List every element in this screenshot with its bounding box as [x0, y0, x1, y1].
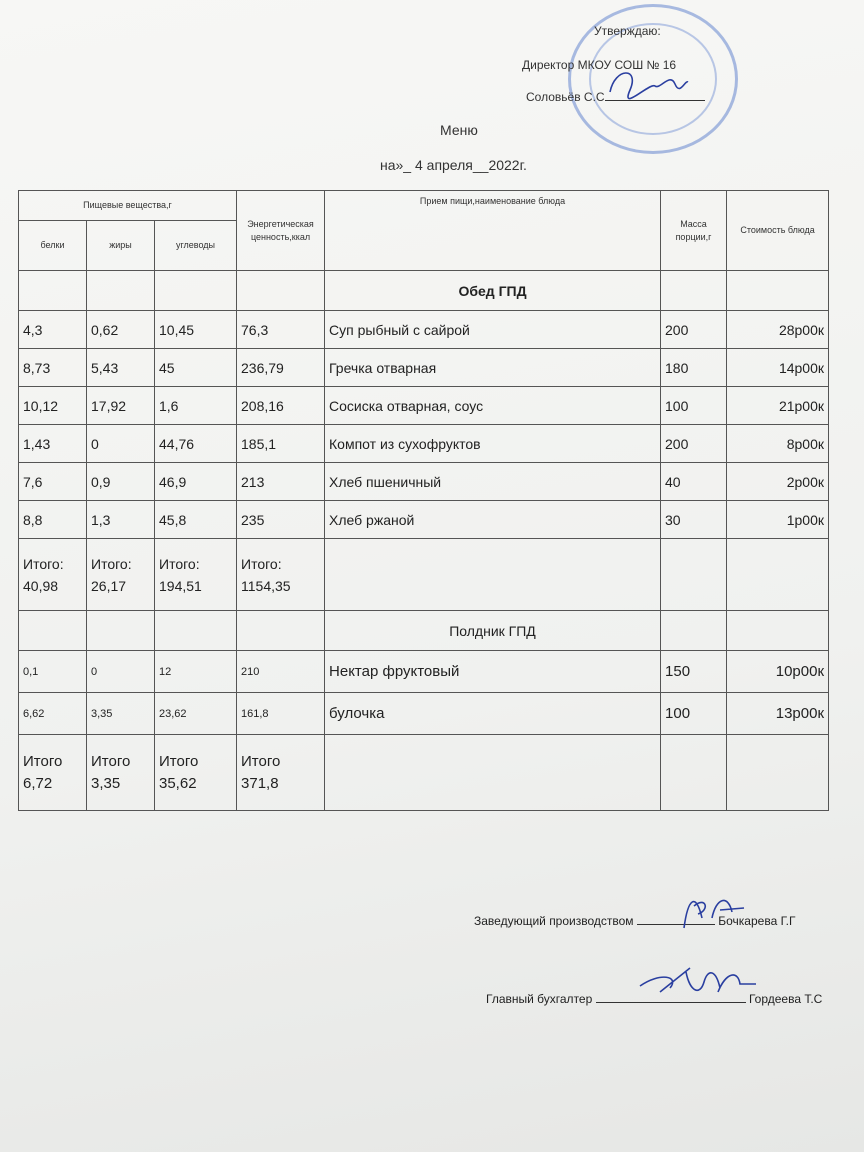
table-row: [19, 693, 829, 735]
section-title-snack: Полдник ГПД: [325, 611, 661, 651]
dish-name-cell: булочка: [325, 693, 661, 735]
carbs-cell: 46,9: [155, 463, 237, 501]
table-row: [19, 651, 829, 693]
head-name: Бочкарева Г.Г: [718, 914, 796, 928]
header-nutrients: Пищевые вещества,г: [19, 191, 237, 221]
head-signature: [676, 888, 748, 934]
section-title-lunch: Обед ГПД: [325, 271, 661, 311]
fat-cell: 0: [87, 425, 155, 463]
energy-cell: 76,3: [237, 311, 325, 349]
mass-cell: 30: [661, 501, 727, 539]
total-protein: 40,98: [23, 577, 59, 594]
carbs-cell: 44,76: [155, 425, 237, 463]
carbs-cell: 45: [155, 349, 237, 387]
energy-cell: 161,8: [237, 693, 325, 735]
header-fat: жиры: [87, 221, 155, 271]
total-label: Итого: [91, 752, 131, 770]
total-protein-cell: [19, 735, 87, 811]
total-carbs-cell: [155, 539, 237, 611]
carbs-cell: 12: [155, 651, 237, 693]
mass-cell: 200: [661, 425, 727, 463]
fat-cell: 5,43: [87, 349, 155, 387]
total-row: [19, 735, 829, 811]
mass-cell: 100: [661, 693, 727, 735]
dish-name-cell: Хлеб пшеничный: [325, 463, 661, 501]
total-label: Итого:: [91, 555, 132, 572]
total-fat-cell: [87, 735, 155, 811]
director-title: Директор МКОУ СОШ № 16: [522, 58, 677, 72]
header-protein: белки: [19, 221, 87, 271]
total-label: Итого:: [23, 555, 64, 572]
accountant-name: Гордеева Т.С: [748, 992, 823, 1006]
energy-cell: 235: [237, 501, 325, 539]
table-row: [19, 349, 829, 387]
dish-name-cell: Нектар фруктовый: [325, 651, 661, 693]
header-cost: Стоимость блюда: [727, 191, 829, 271]
carbs-cell: 10,45: [155, 311, 237, 349]
fat-cell: 3,35: [87, 693, 155, 735]
total-energy-cell: [237, 735, 325, 811]
fat-cell: 1,3: [87, 501, 155, 539]
dish-name-cell: Сосиска отварная, соус: [325, 387, 661, 425]
dish-name-cell: Компот из сухофруктов: [325, 425, 661, 463]
protein-cell: 8,8: [19, 501, 87, 539]
menu-date: на»_ 4 апреля__2022г.: [380, 157, 527, 173]
cost-cell: 8р00к: [727, 425, 829, 463]
head-title: Заведующий производством: [474, 914, 634, 928]
table-row: [19, 501, 829, 539]
fat-cell: 0,9: [87, 463, 155, 501]
fat-cell: 0,62: [87, 311, 155, 349]
energy-cell: 208,16: [237, 387, 325, 425]
protein-cell: 0,1: [19, 651, 87, 693]
cost-cell: 13р00к: [727, 693, 829, 735]
total-fat: 3,35: [91, 774, 121, 792]
total-protein-cell: [19, 539, 87, 611]
approve-label: Утверждаю:: [594, 24, 661, 38]
total-row: [19, 539, 829, 611]
cost-cell: 1р00к: [727, 501, 829, 539]
table-row: [19, 387, 829, 425]
dish-name-cell: Хлеб ржаной: [325, 501, 661, 539]
fat-cell: 0: [87, 651, 155, 693]
menu-table: [18, 190, 829, 811]
total-energy-cell: [237, 539, 325, 611]
total-label: Итого: [241, 752, 281, 770]
total-carbs-cell: [155, 735, 237, 811]
energy-cell: 185,1: [237, 425, 325, 463]
total-label: Итого: [23, 752, 63, 770]
section-row: [19, 271, 829, 311]
protein-cell: 7,6: [19, 463, 87, 501]
energy-cell: 213: [237, 463, 325, 501]
mass-cell: 180: [661, 349, 727, 387]
protein-cell: 8,73: [19, 349, 87, 387]
total-protein: 6,72: [23, 774, 53, 792]
total-energy: 371,8: [241, 774, 279, 792]
mass-cell: 100: [661, 387, 727, 425]
carbs-cell: 45,8: [155, 501, 237, 539]
total-fat-cell: [87, 539, 155, 611]
protein-cell: 1,43: [19, 425, 87, 463]
energy-cell: 210: [237, 651, 325, 693]
protein-cell: 6,62: [19, 693, 87, 735]
mass-cell: 40: [661, 463, 727, 501]
section-row: [19, 611, 829, 651]
energy-cell: 236,79: [237, 349, 325, 387]
protein-cell: 4,3: [19, 311, 87, 349]
accountant-signature: [630, 962, 760, 1008]
table-row: [19, 425, 829, 463]
page-title: Меню: [440, 122, 478, 138]
cost-cell: 14р00к: [727, 349, 829, 387]
header-carbs: углеводы: [155, 221, 237, 271]
director-signature: [600, 62, 690, 106]
accountant-title: Главный бухгалтер: [486, 992, 593, 1006]
total-fat: 26,17: [91, 577, 127, 594]
dish-name-cell: Суп рыбный с сайрой: [325, 311, 661, 349]
header-mass: Масса порции,г: [661, 191, 727, 271]
table-row: [19, 311, 829, 349]
cost-cell: 10р00к: [727, 651, 829, 693]
mass-cell: 200: [661, 311, 727, 349]
total-label: Итого:: [159, 555, 200, 572]
total-carbs: 35,62: [159, 774, 197, 792]
table-row: [19, 463, 829, 501]
protein-cell: 10,12: [19, 387, 87, 425]
cost-cell: 2р00к: [727, 463, 829, 501]
total-label: Итого: [159, 752, 199, 770]
mass-cell: 150: [661, 651, 727, 693]
carbs-cell: 23,62: [155, 693, 237, 735]
header-meal: Прием пищи,наименование блюда: [325, 191, 661, 271]
total-energy: 1154,35: [241, 577, 291, 594]
header-energy: Энергетическая ценность,ккал: [237, 191, 325, 271]
carbs-cell: 1,6: [155, 387, 237, 425]
director-name: Соловьёв С.С: [526, 90, 605, 104]
cost-cell: 28р00к: [727, 311, 829, 349]
dish-name-cell: Гречка отварная: [325, 349, 661, 387]
total-carbs: 194,51: [159, 577, 202, 594]
fat-cell: 17,92: [87, 387, 155, 425]
total-label: Итого:: [241, 555, 282, 572]
cost-cell: 21р00к: [727, 387, 829, 425]
